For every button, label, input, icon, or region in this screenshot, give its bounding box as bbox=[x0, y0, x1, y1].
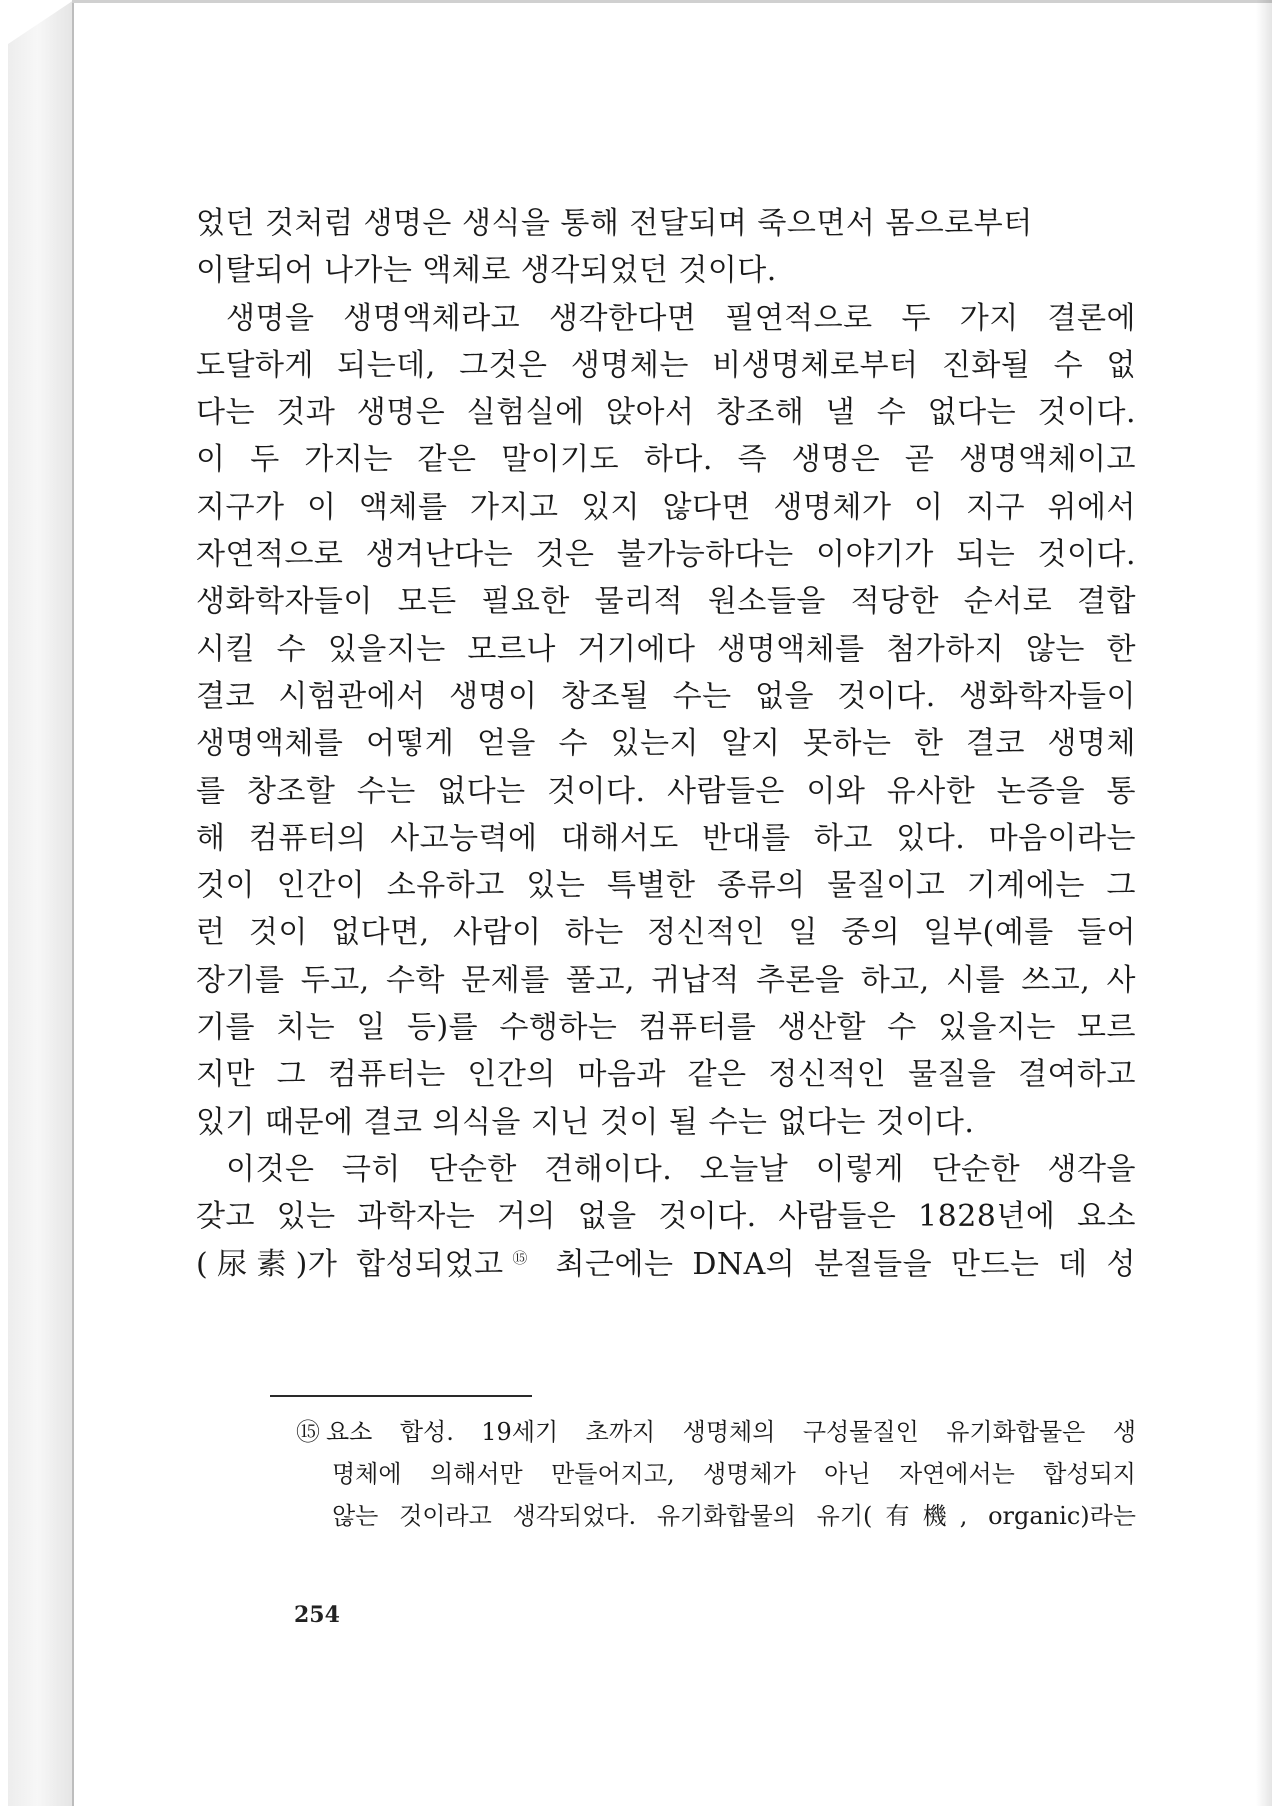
body-line: 시킬 수 있을지는 모르나 거기에다 생명액체를 첨가하지 않는 한 bbox=[196, 631, 1136, 667]
body-line: 이것은 극히 단순한 견해이다. 오늘날 이렇게 단순한 생각을 bbox=[226, 1151, 1136, 1187]
footnote-line: 명체에 의해서만 만들어지고, 생명체가 아닌 자연에서는 합성되지 bbox=[332, 1460, 1136, 1488]
body-line: 있기 때문에 결코 의식을 지닌 것이 될 수는 없다는 것이다. bbox=[196, 1104, 975, 1140]
body-line: 생명을 생명액체라고 생각한다면 필연적으로 두 가지 결론에 bbox=[226, 300, 1136, 336]
footnote-marker: ⑮ bbox=[296, 1418, 320, 1446]
body-line: 지구가 이 액체를 가지고 있지 않다면 생명체가 이 지구 위에서 bbox=[196, 489, 1136, 525]
body-line: 결코 시험관에서 생명이 창조될 수는 없을 것이다. 생화학자들이 bbox=[196, 678, 1136, 714]
body-line: 것이 인간이 소유하고 있는 특별한 종류의 물질이고 기계에는 그 bbox=[196, 868, 1136, 904]
footnote-line bbox=[296, 1411, 1136, 1453]
body-line: 기를 치는 일 등)를 수행하는 컴퓨터를 생산할 수 있을지는 모르 bbox=[196, 1010, 1136, 1046]
body-line: 를 창조할 수는 없다는 것이다. 사람들은 이와 유사한 논증을 통 bbox=[196, 773, 1136, 809]
footnote-reference: ⑮ bbox=[503, 1248, 537, 1267]
body-line-with-footnote-ref bbox=[196, 1241, 1136, 1288]
body-line-part: 최근에는 DNA의 분절들을 만드는 데 성 bbox=[555, 1246, 1136, 1282]
body-line-part: (尿素)가 합성되었고 bbox=[196, 1246, 504, 1282]
body-line: 다는 것과 생명은 실험실에 앉아서 창조해 낼 수 없다는 것이다. bbox=[196, 395, 1136, 431]
body-line: 이 두 가지는 같은 말이기도 하다. 즉 생명은 곧 생명액체이고 bbox=[196, 442, 1136, 478]
body-line: 갖고 있는 과학자는 거의 없을 것이다. 사람들은 1828년에 요소 bbox=[196, 1199, 1136, 1235]
footnote-divider bbox=[270, 1395, 532, 1397]
body-line: 생명액체를 어떻게 얻을 수 있는지 알지 못하는 한 결코 생명체 bbox=[196, 726, 1136, 762]
book-edge bbox=[8, 0, 74, 1806]
page-number: 254 bbox=[294, 1602, 340, 1628]
body-text bbox=[196, 200, 1136, 1288]
body-line: 이탈되어 나가는 액체로 생각되었던 것이다. bbox=[196, 253, 777, 289]
page-shadow bbox=[1256, 0, 1272, 1806]
footnote-line: 않는 것이라고 생각되었다. 유기화합물의 유기(有機, organic)라는 bbox=[332, 1502, 1136, 1530]
body-line: 도달하게 되는데, 그것은 생명체는 비생명체로부터 진화될 수 없 bbox=[196, 347, 1136, 383]
body-line: 장기를 두고, 수학 문제를 풀고, 귀납적 추론을 하고, 시를 쓰고, 사 bbox=[196, 962, 1136, 998]
body-line: 해 컴퓨터의 사고능력에 대해서도 반대를 하고 있다. 마음이라는 bbox=[196, 820, 1136, 856]
body-line: 생화학자들이 모든 필요한 물리적 원소들을 적당한 순서로 결합 bbox=[196, 584, 1136, 620]
body-line: 었던 것처럼 생명은 생식을 통해 전달되며 죽으면서 몸으로부터 bbox=[196, 206, 1033, 241]
body-line: 자연적으로 생겨난다는 것은 불가능하다는 이야기가 되는 것이다. bbox=[196, 537, 1136, 573]
footnote-block bbox=[296, 1411, 1136, 1537]
body-line: 지만 그 컴퓨터는 인간의 마음과 같은 정신적인 물질을 결여하고 bbox=[196, 1057, 1136, 1093]
footnote-text: 요소 합성. 19세기 초까지 생명체의 구성물질인 유기화합물은 생 bbox=[326, 1418, 1136, 1446]
body-line: 런 것이 없다면, 사람이 하는 정신적인 일 중의 일부(예를 들어 bbox=[196, 915, 1136, 951]
